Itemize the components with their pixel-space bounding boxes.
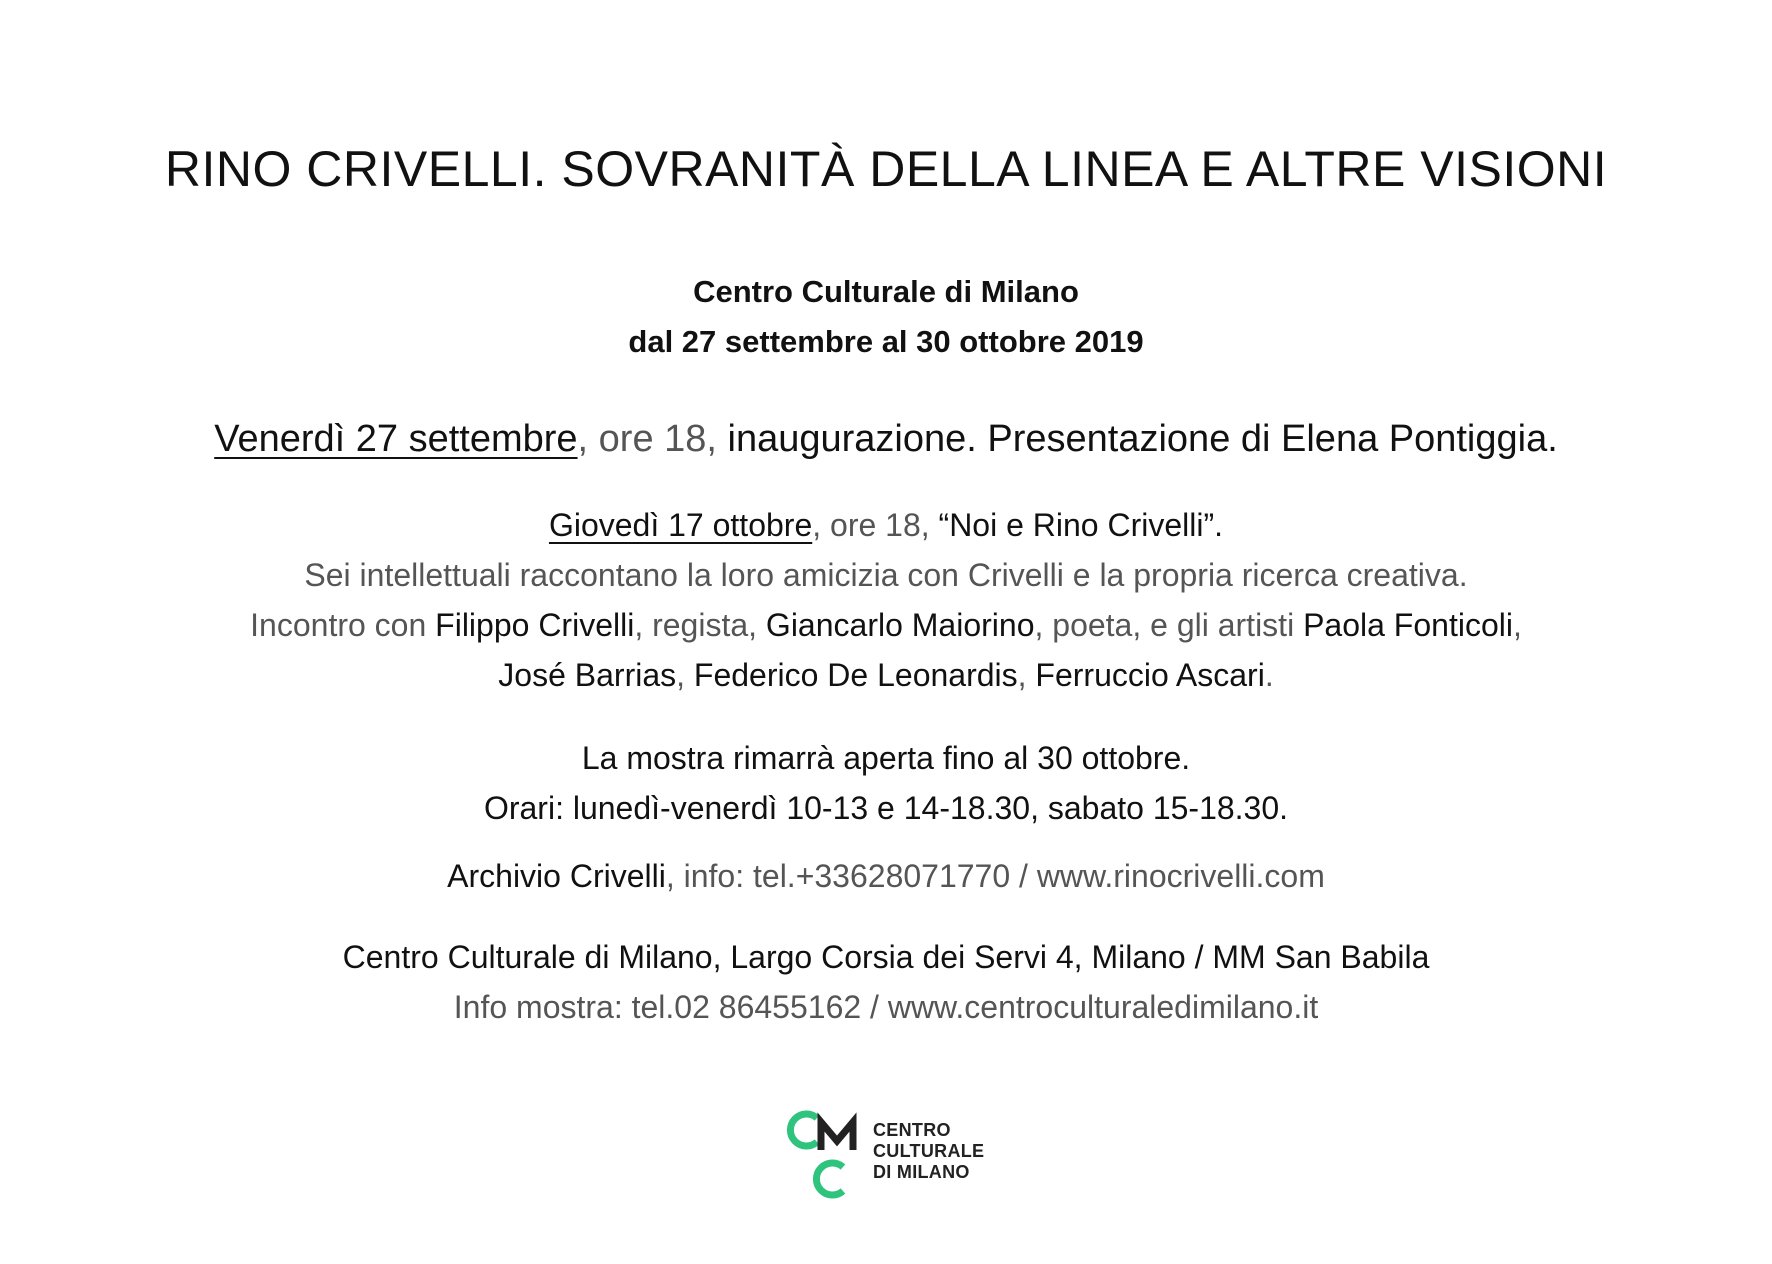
talk-line-3-b: , regista, xyxy=(634,607,766,643)
sep-2: , xyxy=(1017,657,1036,693)
logo-line-2: CULTURALE xyxy=(873,1141,985,1161)
talk-line-3-a: Incontro con xyxy=(250,607,436,643)
talk-block xyxy=(0,500,1772,700)
person-5: Federico De Leonardis xyxy=(693,657,1018,693)
cmc-logo-text xyxy=(873,1120,984,1183)
exhibition-title: RINO CRIVELLI. SOVRANITÀ DELLA LINEA E ALTRE VISIONI xyxy=(164,141,1608,197)
exhibition-dates: dal 27 settembre al 30 ottobre 2019 xyxy=(628,324,1144,359)
address-line-2: Info mostra: tel.02 86455162 / www.centroculturaledimilano.it xyxy=(453,989,1319,1025)
talk-line-1 xyxy=(0,500,1772,550)
person-6: Ferruccio Ascari xyxy=(1035,657,1265,693)
talk-line-4-end: . xyxy=(1264,657,1274,693)
archive-name: Archivio Crivelli xyxy=(447,858,666,894)
venue-block xyxy=(0,267,1772,367)
address-line-1: Centro Culturale di Milano, Largo Corsia dei Servi 4, Milano / MM San Babila xyxy=(342,939,1430,975)
talk-time: , ore 18, xyxy=(812,507,939,543)
cmc-logo xyxy=(785,1108,1025,1203)
logo-line-1: CENTRO xyxy=(873,1120,951,1140)
address-block xyxy=(0,932,1772,1032)
archive-info: , info: tel.+33628071770 / www.rinocrivelli.com xyxy=(665,858,1325,894)
archive-line xyxy=(0,858,1772,895)
talk-line-4 xyxy=(0,650,1772,700)
opening-text: inaugurazione. Presentazione di Elena Pontiggia. xyxy=(727,418,1558,460)
hours-block xyxy=(0,733,1772,833)
talk-line-3-c: , poeta, e gli artisti xyxy=(1034,607,1304,643)
sep-1: , xyxy=(676,657,694,693)
person-2: Giancarlo Maiorino xyxy=(765,607,1035,643)
opening-time: , ore 18, xyxy=(577,418,728,460)
talk-line-3 xyxy=(0,600,1772,650)
logo-line-3: DI MILANO xyxy=(873,1162,970,1182)
venue-name: Centro Culturale di Milano xyxy=(693,274,1079,309)
hours-line-1: La mostra rimarrà aperta fino al 30 ottobre. xyxy=(581,740,1191,776)
hours-line-2: Orari: lunedì-venerdì 10-13 e 14-18.30, sabato 15-18.30. xyxy=(483,790,1289,826)
talk-line-2: Sei intellettuali raccontano la loro amicizia con Crivelli e la propria ricerca creativa. xyxy=(304,557,1468,593)
talk-line-3-d: , xyxy=(1512,607,1522,643)
person-4: José Barrias xyxy=(498,657,677,693)
person-3: Paola Fonticoli xyxy=(1303,607,1513,643)
talk-title: “Noi e Rino Crivelli” xyxy=(938,507,1215,543)
cmc-logo-icon xyxy=(785,1108,871,1203)
talk-date: Giovedì 17 ottobre xyxy=(548,507,813,543)
opening-line xyxy=(0,418,1772,461)
talk-title-end: . xyxy=(1214,507,1224,543)
opening-date: Venerdì 27 settembre xyxy=(214,418,578,460)
person-1: Filippo Crivelli xyxy=(435,607,635,643)
